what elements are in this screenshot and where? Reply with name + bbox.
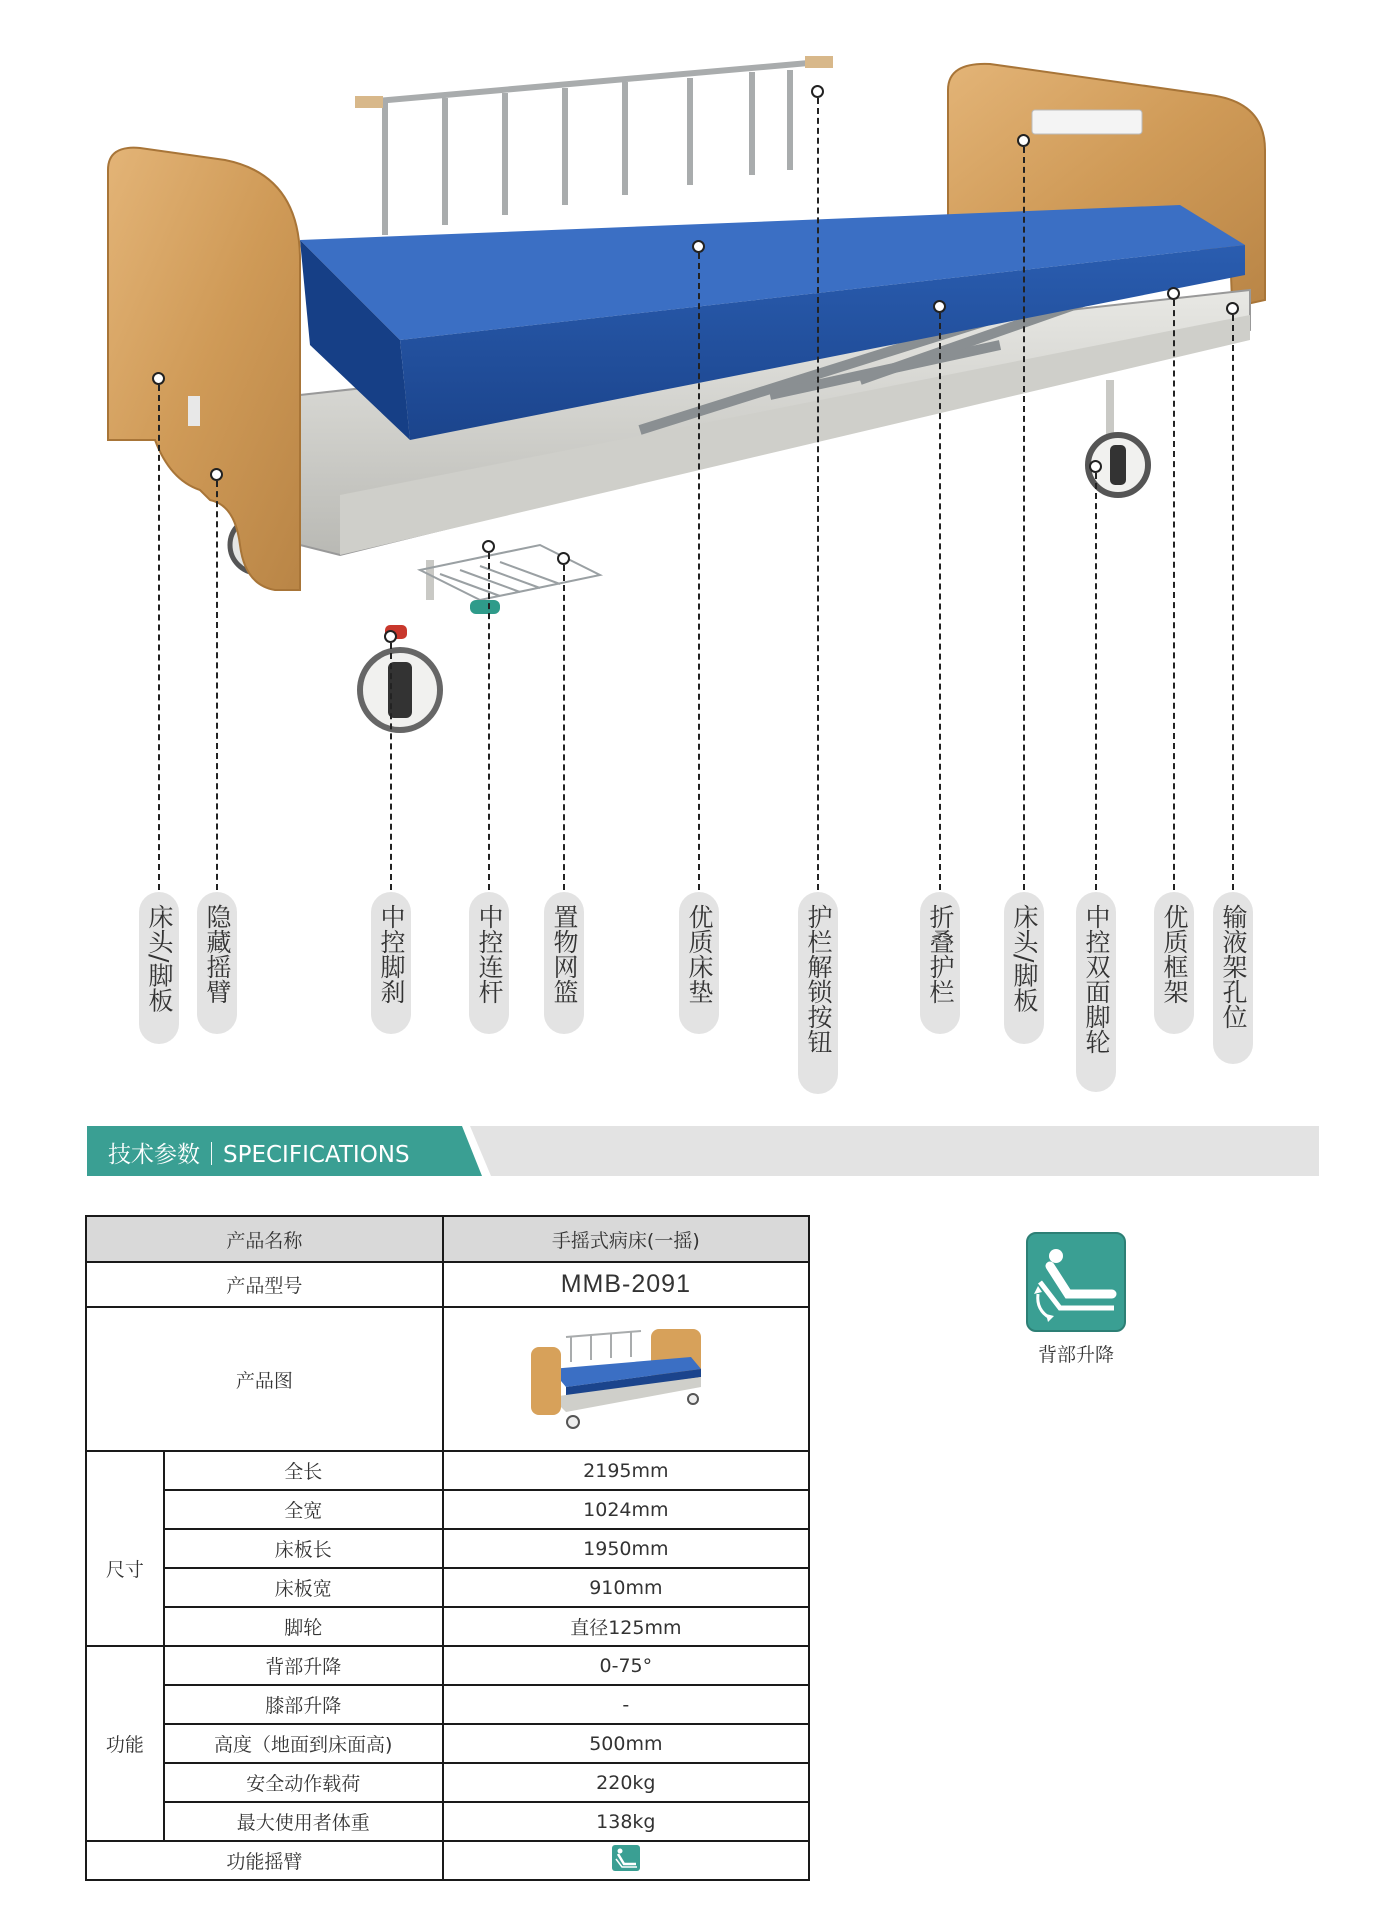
spec-label: 安全动作载荷 <box>164 1763 443 1802</box>
spec-label: 床板宽 <box>164 1568 443 1607</box>
product-name-label: 产品名称 <box>86 1216 443 1262</box>
table-row <box>86 1529 809 1568</box>
spec-table <box>85 1215 810 1881</box>
storage-basket-shape <box>420 545 600 600</box>
table-row <box>86 1763 809 1802</box>
spec-label: 最大使用者体重 <box>164 1802 443 1841</box>
callout-headboard-left: 床头/脚板 <box>139 892 179 1044</box>
spec-value: 220kg <box>443 1763 809 1802</box>
table-row <box>86 1841 809 1880</box>
crank-label: 功能摇臂 <box>86 1841 443 1880</box>
spec-value: 1024mm <box>443 1490 809 1529</box>
table-row <box>86 1685 809 1724</box>
table-row <box>86 1607 809 1646</box>
section-title: 技术参数｜SPECIFICATIONS <box>108 1142 410 1168</box>
callout-frame: 优质框架 <box>1154 892 1194 1034</box>
caster-front <box>360 650 440 730</box>
table-row <box>86 1724 809 1763</box>
table-row <box>86 1802 809 1841</box>
side-rail <box>365 62 820 235</box>
crank-icon-cell <box>443 1841 809 1880</box>
product-name-value: 手摇式病床(一摇) <box>443 1216 809 1262</box>
product-thumbnail-cell <box>443 1307 809 1451</box>
left-headboard <box>108 148 300 590</box>
callout-storage-basket: 置物网篮 <box>544 892 584 1034</box>
function-group-label: 功能 <box>86 1646 164 1841</box>
spec-value: 直径125mm <box>443 1607 809 1646</box>
table-row <box>86 1307 809 1451</box>
callout-folding-rail: 折叠护栏 <box>920 892 960 1034</box>
spec-label: 高度（地面到床面高) <box>164 1724 443 1763</box>
model-label: 产品型号 <box>86 1262 443 1307</box>
central-link-pedal <box>470 600 500 614</box>
bed-thumbnail-image <box>521 1317 731 1437</box>
spec-value: 138kg <box>443 1802 809 1841</box>
spec-label: 全宽 <box>164 1490 443 1529</box>
spec-value: 0-75° <box>443 1646 809 1685</box>
callout-rail-unlock: 护栏解锁按钮 <box>798 892 838 1094</box>
product-image-label: 产品图 <box>86 1307 443 1451</box>
callout-headboard-right: 床头/脚板 <box>1004 892 1044 1044</box>
callout-central-brake: 中控脚刹 <box>371 892 411 1034</box>
spec-label: 脚轮 <box>164 1607 443 1646</box>
callout-iv-hole: 输液架孔位 <box>1213 892 1253 1064</box>
callout-mattress: 优质床垫 <box>679 892 719 1034</box>
back-raise-icon <box>1028 1234 1124 1330</box>
table-row <box>86 1646 809 1685</box>
rail-end-cap <box>355 96 383 108</box>
spec-label: 背部升降 <box>164 1646 443 1685</box>
feature-label: 背部升降 <box>1037 1344 1114 1366</box>
spec-value: 1950mm <box>443 1529 809 1568</box>
callout-central-link: 中控连杆 <box>469 892 509 1034</box>
table-row <box>86 1490 809 1529</box>
callout-hidden-crank: 隐藏摇臂 <box>197 892 237 1034</box>
spec-value: - <box>443 1685 809 1724</box>
table-row <box>86 1262 809 1307</box>
size-group-label: 尺寸 <box>86 1451 164 1646</box>
back-raise-feature-icon <box>1026 1232 1126 1332</box>
table-row <box>86 1216 809 1262</box>
spec-label: 床板长 <box>164 1529 443 1568</box>
spec-label: 全长 <box>164 1451 443 1490</box>
table-row <box>86 1451 809 1490</box>
table-row <box>86 1568 809 1607</box>
spec-value: 500mm <box>443 1724 809 1763</box>
spec-label: 膝部升降 <box>164 1685 443 1724</box>
back-raise-icon <box>612 1845 640 1876</box>
spec-value: 910mm <box>443 1568 809 1607</box>
callout-double-caster: 中控双面脚轮 <box>1076 892 1116 1092</box>
model-value: MMB-2091 <box>443 1262 809 1307</box>
spec-value: 2195mm <box>443 1451 809 1490</box>
